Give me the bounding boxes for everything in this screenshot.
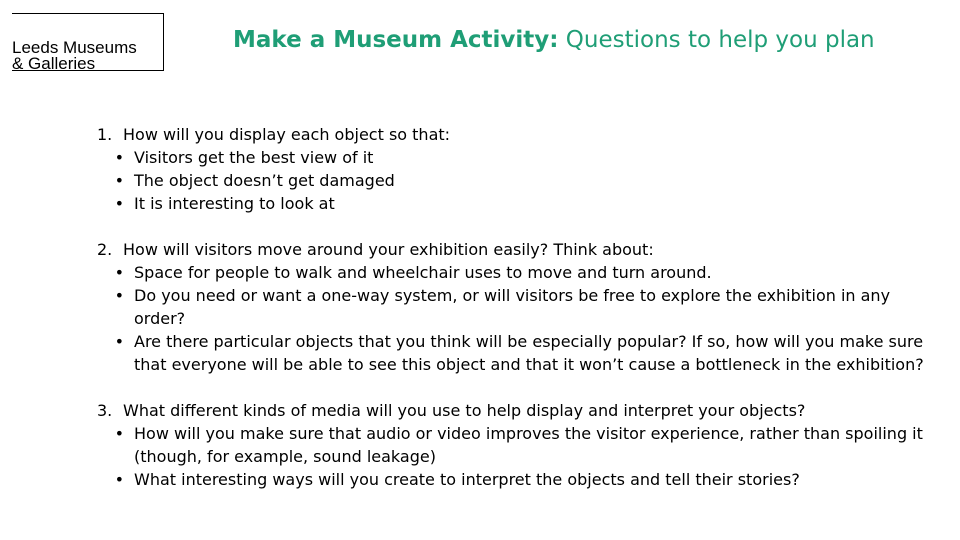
bullet-icon: • bbox=[114, 286, 124, 305]
question-text: How will you display each object so that: bbox=[123, 125, 451, 144]
bullet-item bbox=[97, 468, 927, 491]
title-rest: Questions to help you plan bbox=[558, 27, 875, 53]
question-text: What different kinds of media will you use to help display and interpret your objects? bbox=[123, 401, 806, 420]
bullet-text: The object doesn’t get damaged bbox=[134, 171, 395, 190]
bullet-list bbox=[97, 146, 927, 215]
bullet-item bbox=[97, 422, 927, 468]
bullet-text: What interesting ways will you create to interpret the objects and tell their stories? bbox=[134, 470, 800, 489]
bullet-text: Visitors get the best view of it bbox=[134, 148, 374, 167]
bullet-text: Are there particular objects that you think will be especially popular? If so, how will you make sure that everyone will be able to see this object and that it won’t cause a bottleneck in the exhibition? bbox=[134, 332, 924, 374]
bullet-item bbox=[97, 146, 927, 169]
bullet-item bbox=[97, 284, 927, 330]
bullet-icon: • bbox=[114, 424, 124, 443]
logo-line-1: Leeds Museums bbox=[12, 38, 137, 57]
bullet-item bbox=[97, 169, 927, 192]
question-number: 3. bbox=[97, 401, 113, 420]
logo bbox=[12, 13, 164, 71]
title-bold: Make a Museum Activity: bbox=[233, 27, 559, 53]
bullet-text: It is interesting to look at bbox=[134, 194, 335, 213]
bullet-item bbox=[97, 330, 927, 376]
bullet-text: Do you need or want a one-way system, or will visitors be free to explore the exhibition in any order? bbox=[134, 286, 891, 328]
bullet-list bbox=[97, 261, 927, 376]
question-number: 1. bbox=[97, 125, 113, 144]
bullet-text: How will you make sure that audio or video improves the visitor experience, rather than spoiling it (though, for example, sound leakage) bbox=[134, 424, 923, 466]
bullet-list bbox=[97, 422, 927, 491]
bullet-icon: • bbox=[114, 263, 124, 282]
bullet-icon: • bbox=[114, 470, 124, 489]
bullet-icon: • bbox=[114, 194, 124, 213]
bullet-icon: • bbox=[114, 148, 124, 167]
question-list bbox=[97, 123, 927, 491]
bullet-icon: • bbox=[114, 171, 124, 190]
question-text: How will visitors move around your exhibition easily? Think about: bbox=[123, 240, 654, 259]
question-item bbox=[97, 399, 927, 491]
page-title bbox=[233, 26, 875, 54]
bullet-item bbox=[97, 261, 927, 284]
bullet-text: Space for people to walk and wheelchair uses to move and turn around. bbox=[134, 263, 712, 282]
bullet-item bbox=[97, 192, 927, 215]
bullet-icon: • bbox=[114, 332, 124, 351]
logo-line-2: & Galleries bbox=[12, 54, 96, 73]
question-item bbox=[97, 238, 927, 376]
question-item bbox=[97, 123, 927, 215]
question-number: 2. bbox=[97, 240, 113, 259]
